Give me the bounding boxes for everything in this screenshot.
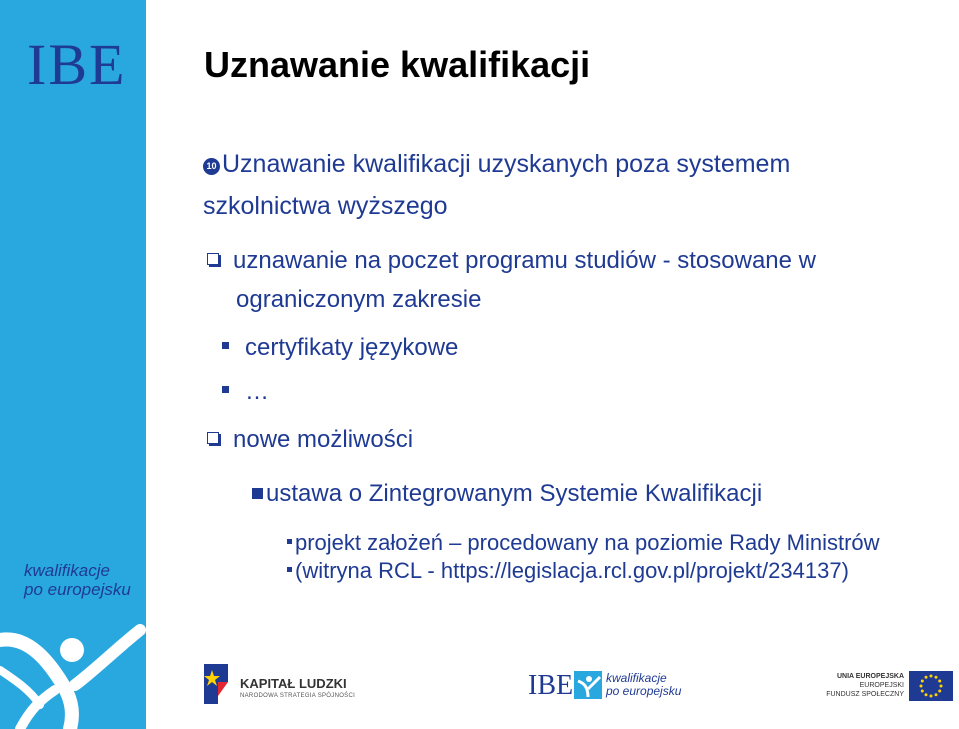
list-item-7: projekt założeń – procedowany na poziomie Rady Ministrów xyxy=(287,530,880,556)
small-square-bullet-icon xyxy=(287,567,292,572)
square-bullet-icon xyxy=(222,342,229,349)
kwalifikacje-footer-tagline: kwalifikacje po europejsku xyxy=(606,671,682,699)
list-item-3: certyfikaty językowe xyxy=(222,334,458,362)
kapital-ludzki-title: KAPITAŁ LUDZKI xyxy=(240,676,347,691)
list-item-4: … xyxy=(222,378,269,406)
kapital-ludzki-logo-icon xyxy=(200,662,236,706)
square-bullet-icon xyxy=(222,386,229,393)
eu-text: UNIA EUROPEJSKA EUROPEJSKI FUNDUSZ SPOŁECZNY xyxy=(826,673,904,698)
list-item-2: uznawanie na poczet programu studiów - stosowane w xyxy=(207,247,816,275)
sidebar-tagline xyxy=(24,562,131,599)
numbered-bullet-icon: 10 xyxy=(203,158,220,175)
list-item-1: 10 Uznawanie kwalifikacji uzyskanych poza systemem xyxy=(203,150,790,179)
ibe-footer-logo: IBE xyxy=(528,670,574,701)
sidebar-tagline-line1: kwalifikacje xyxy=(24,561,110,580)
eu-flag-icon xyxy=(909,671,953,701)
list-item-8: (witryna RCL - https://legislacja.rcl.gov.pl/projekt/234137) xyxy=(287,558,849,584)
checkbox-bullet-icon xyxy=(207,253,219,265)
list-item-5: nowe możliwości xyxy=(207,426,413,454)
page-title: Uznawanie kwalifikacji xyxy=(204,44,591,85)
square-bullet-icon xyxy=(252,488,263,499)
list-item-1-cont: szkolnictwa wyższego xyxy=(203,192,448,220)
sidebar xyxy=(0,0,146,729)
small-square-bullet-icon xyxy=(287,539,292,544)
jumping-figure-icon xyxy=(0,610,146,729)
sidebar-tagline-line2: po europejsku xyxy=(24,579,131,599)
kapital-ludzki-subtitle: NARODOWA STRATEGIA SPÓJNOŚCI xyxy=(240,693,356,699)
list-item-2-cont: ograniczonym zakresie xyxy=(236,286,482,313)
list-item-6: ustawa o Zintegrowanym Systemie Kwalifikacji xyxy=(252,480,762,508)
checkbox-bullet-icon xyxy=(207,432,219,444)
ibe-logo: IBE xyxy=(27,32,127,97)
kwalifikacje-logo-icon xyxy=(574,671,602,699)
